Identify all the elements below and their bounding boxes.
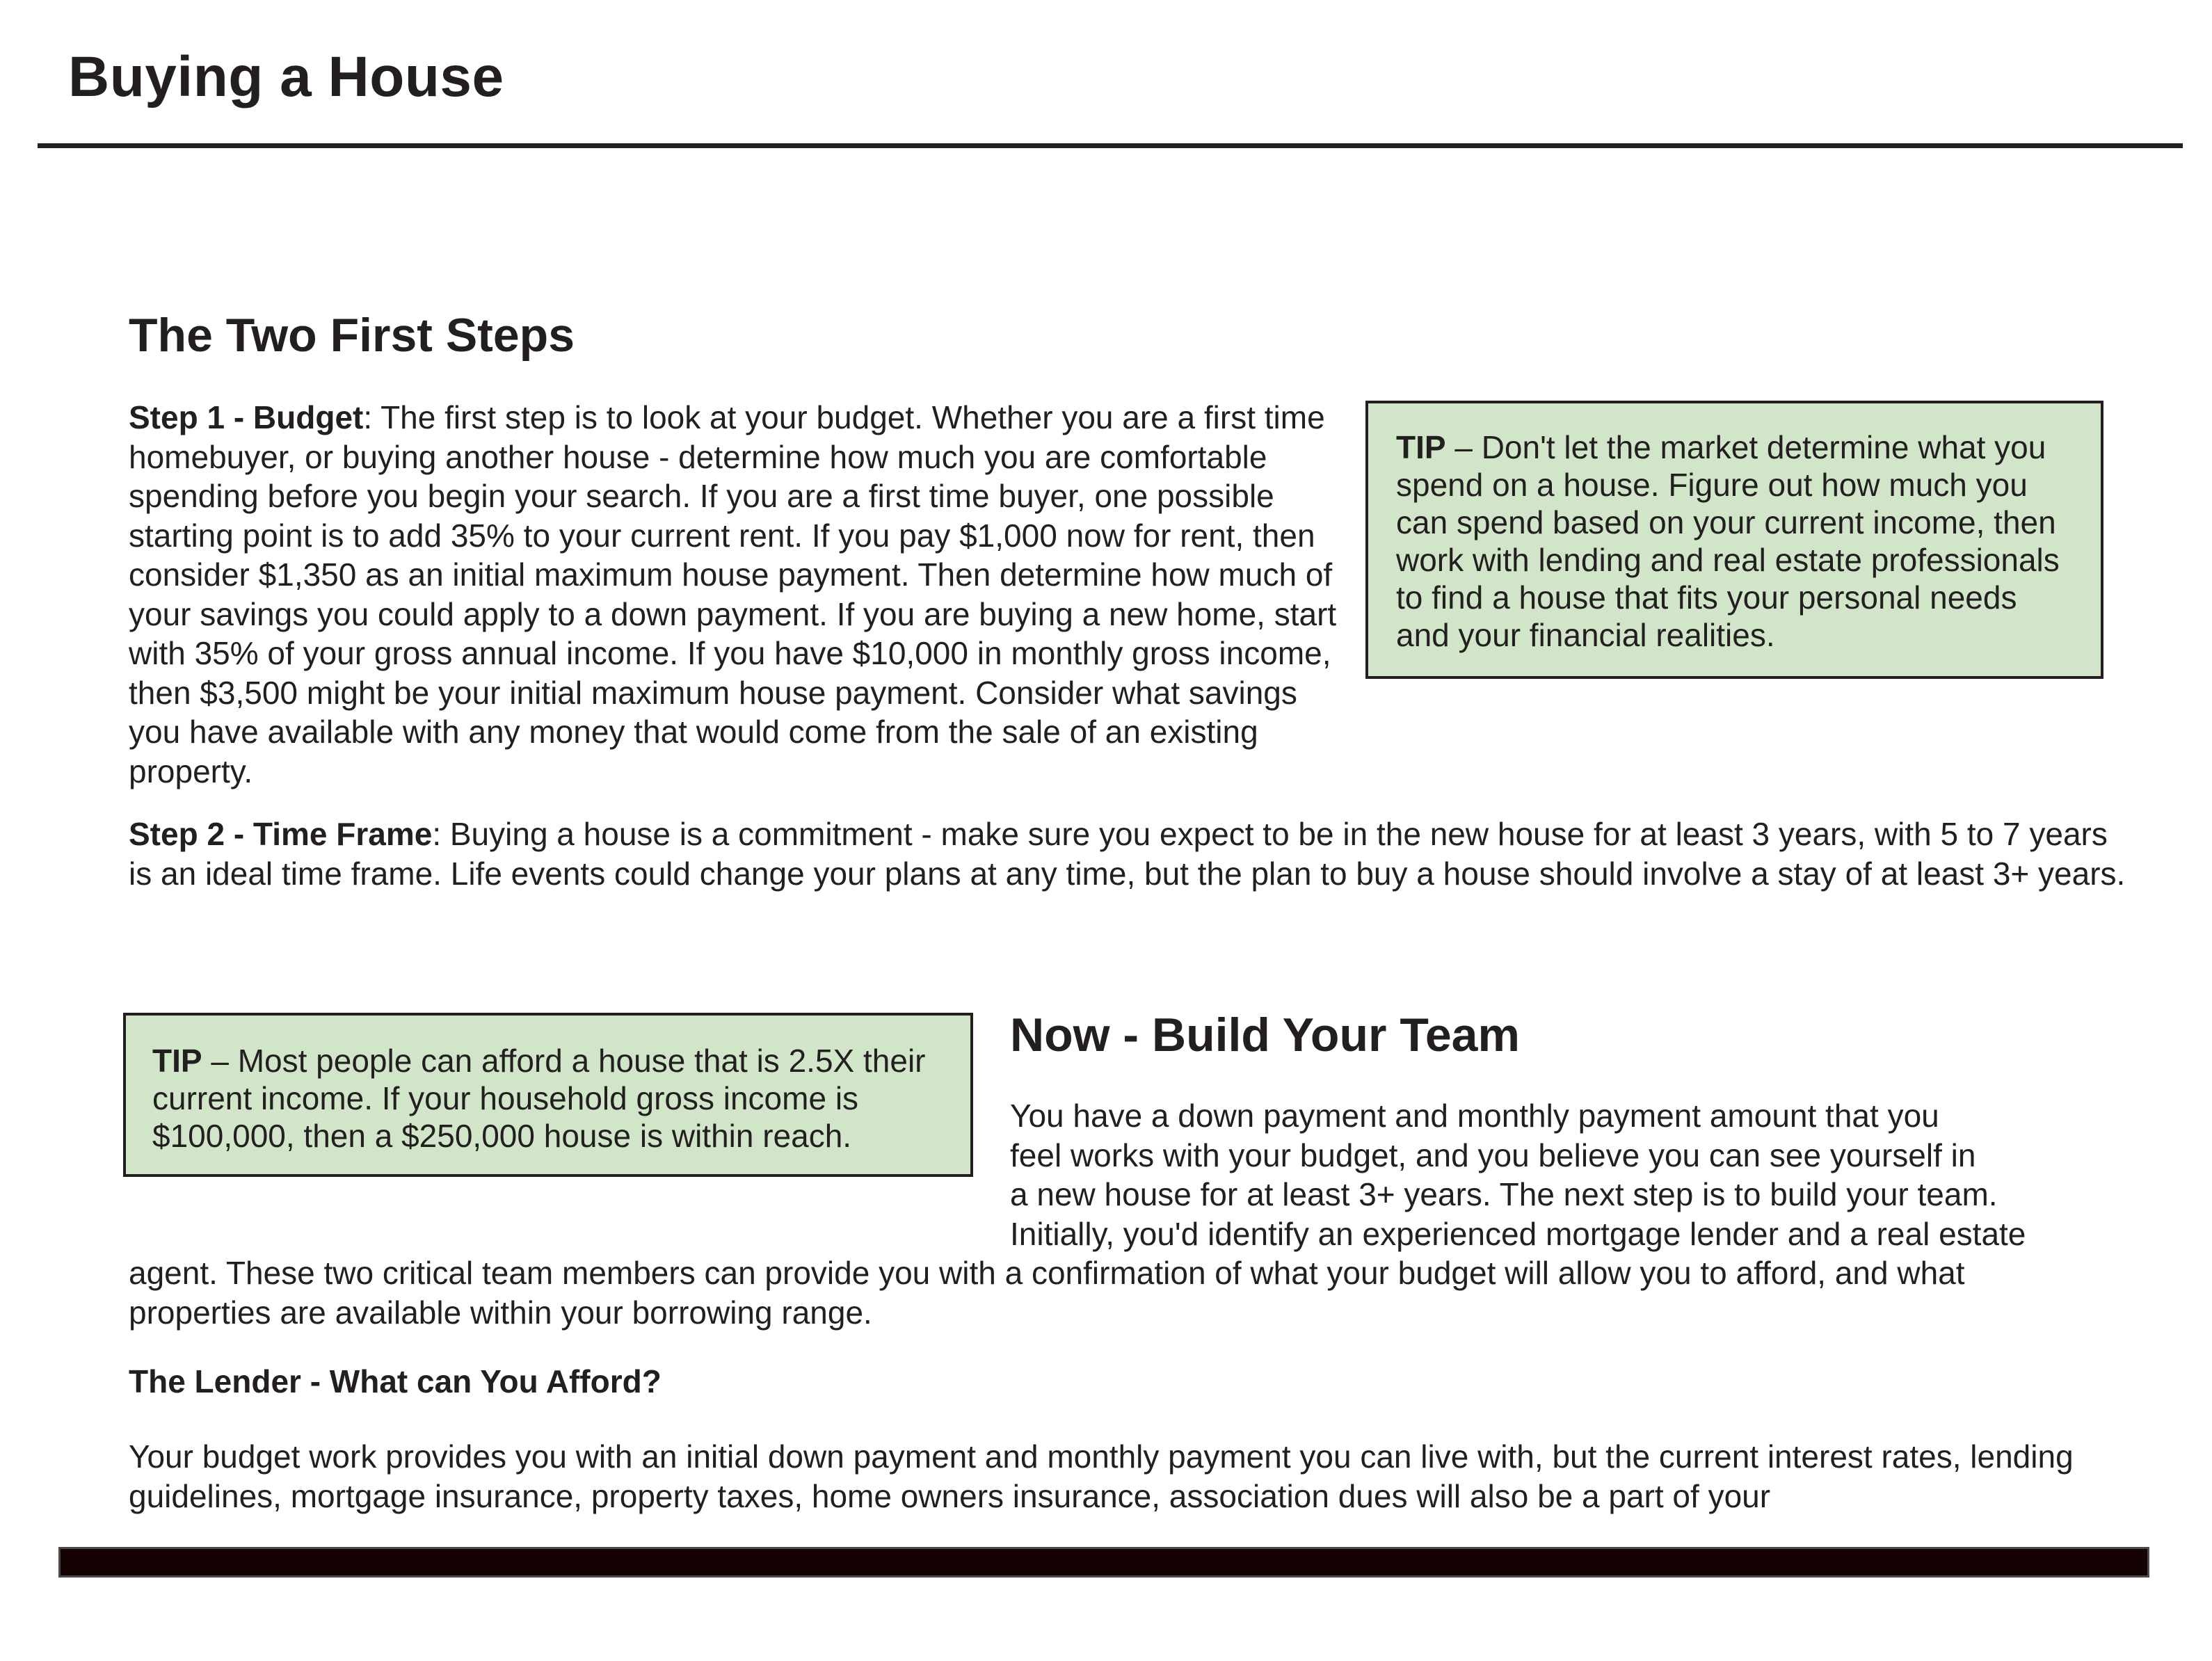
title-divider: [38, 143, 2183, 148]
team-paragraph-continued: agent. These two critical team members can provide you with a confirmation of what your budget will allow you to afford, and what properties are available within your borrowing range.: [129, 1255, 1965, 1331]
step2-paragraph: [129, 815, 2132, 893]
step2-label: Step 2 - Time Frame: [129, 816, 433, 852]
tip-box-budget: [1365, 401, 2103, 679]
lender-paragraph: Your budget work provides you with an initial down payment and monthly payment you can live with, but the current interest rates, lending guidelines, mortgage insurance, property taxes, home owners insurance, association dues will also be a part of your: [129, 1438, 2074, 1514]
team-paragraph-line: You have a down payment and monthly payment amount that you: [1010, 1098, 1939, 1134]
section-heading-build-your-team: Now - Build Your Team: [1010, 1009, 1520, 1061]
tip1-text: – Don't let the market determine what you spend on a house. Figure out how much you can spend based on your current income, then work with lending and real estate professionals to find a house that fits your personal needs and your financial realities.: [1396, 429, 2060, 653]
team-paragraph-line: a new house for at least 3+ years. The next step is to build your team.: [1010, 1176, 1998, 1212]
team-paragraph-wrapped: [1010, 1096, 2151, 1253]
step1-label: Step 1 - Budget: [129, 399, 364, 435]
tip-box-income: [123, 1013, 973, 1177]
tip1-paragraph: [1396, 428, 2073, 654]
tip2-paragraph: [152, 1042, 944, 1155]
tip1-label: TIP: [1396, 429, 1446, 465]
section-heading-two-first-steps: The Two First Steps: [129, 309, 575, 362]
team-paragraph-line: feel works with your budget, and you believe you can see yourself in: [1010, 1137, 1976, 1173]
step2-text: : Buying a house is a commitment - make sure you expect to be in the new house for at least 3 years, with 5 to 7 years is an ideal time frame. Life events could change your plans at any time, but the plan to buy a house should involve a stay of at least 3+ years.: [129, 816, 2126, 892]
footer-bar: [58, 1547, 2149, 1578]
page-title: Buying a House: [68, 45, 504, 109]
team-paragraph-line: Initially, you'd identify an experienced mortgage lender and a real estate: [1010, 1215, 2026, 1252]
lender-subheading: The Lender - What can You Afford?: [129, 1363, 662, 1399]
tip2-text: – Most people can afford a house that is 2.5X their current income. If your household gross income is $100,000, then a $250,000 house is within reach.: [152, 1043, 926, 1154]
step1-text: : The first step is to look at your budget. Whether you are a first time homebuyer, or buying another house - determine how much you are comfortable spending before you begin your search. If you are a first time buyer, one possible starting point is to add 35% to your current rent. If you pay $1,000 now for rent, then consider $1,350 as an initial maximum house payment. Then determine how much of your savings you could apply to a down payment. If you are buying a new home, start with 35% of your gross annual income. If you have $10,000 in monthly gross income, then $3,500 might be your initial maximum house payment. Consider what savings you have available with any money that would come from the sale of an existing property.: [129, 399, 1337, 789]
step1-paragraph: [129, 398, 1339, 791]
tip2-label: TIP: [152, 1043, 202, 1079]
